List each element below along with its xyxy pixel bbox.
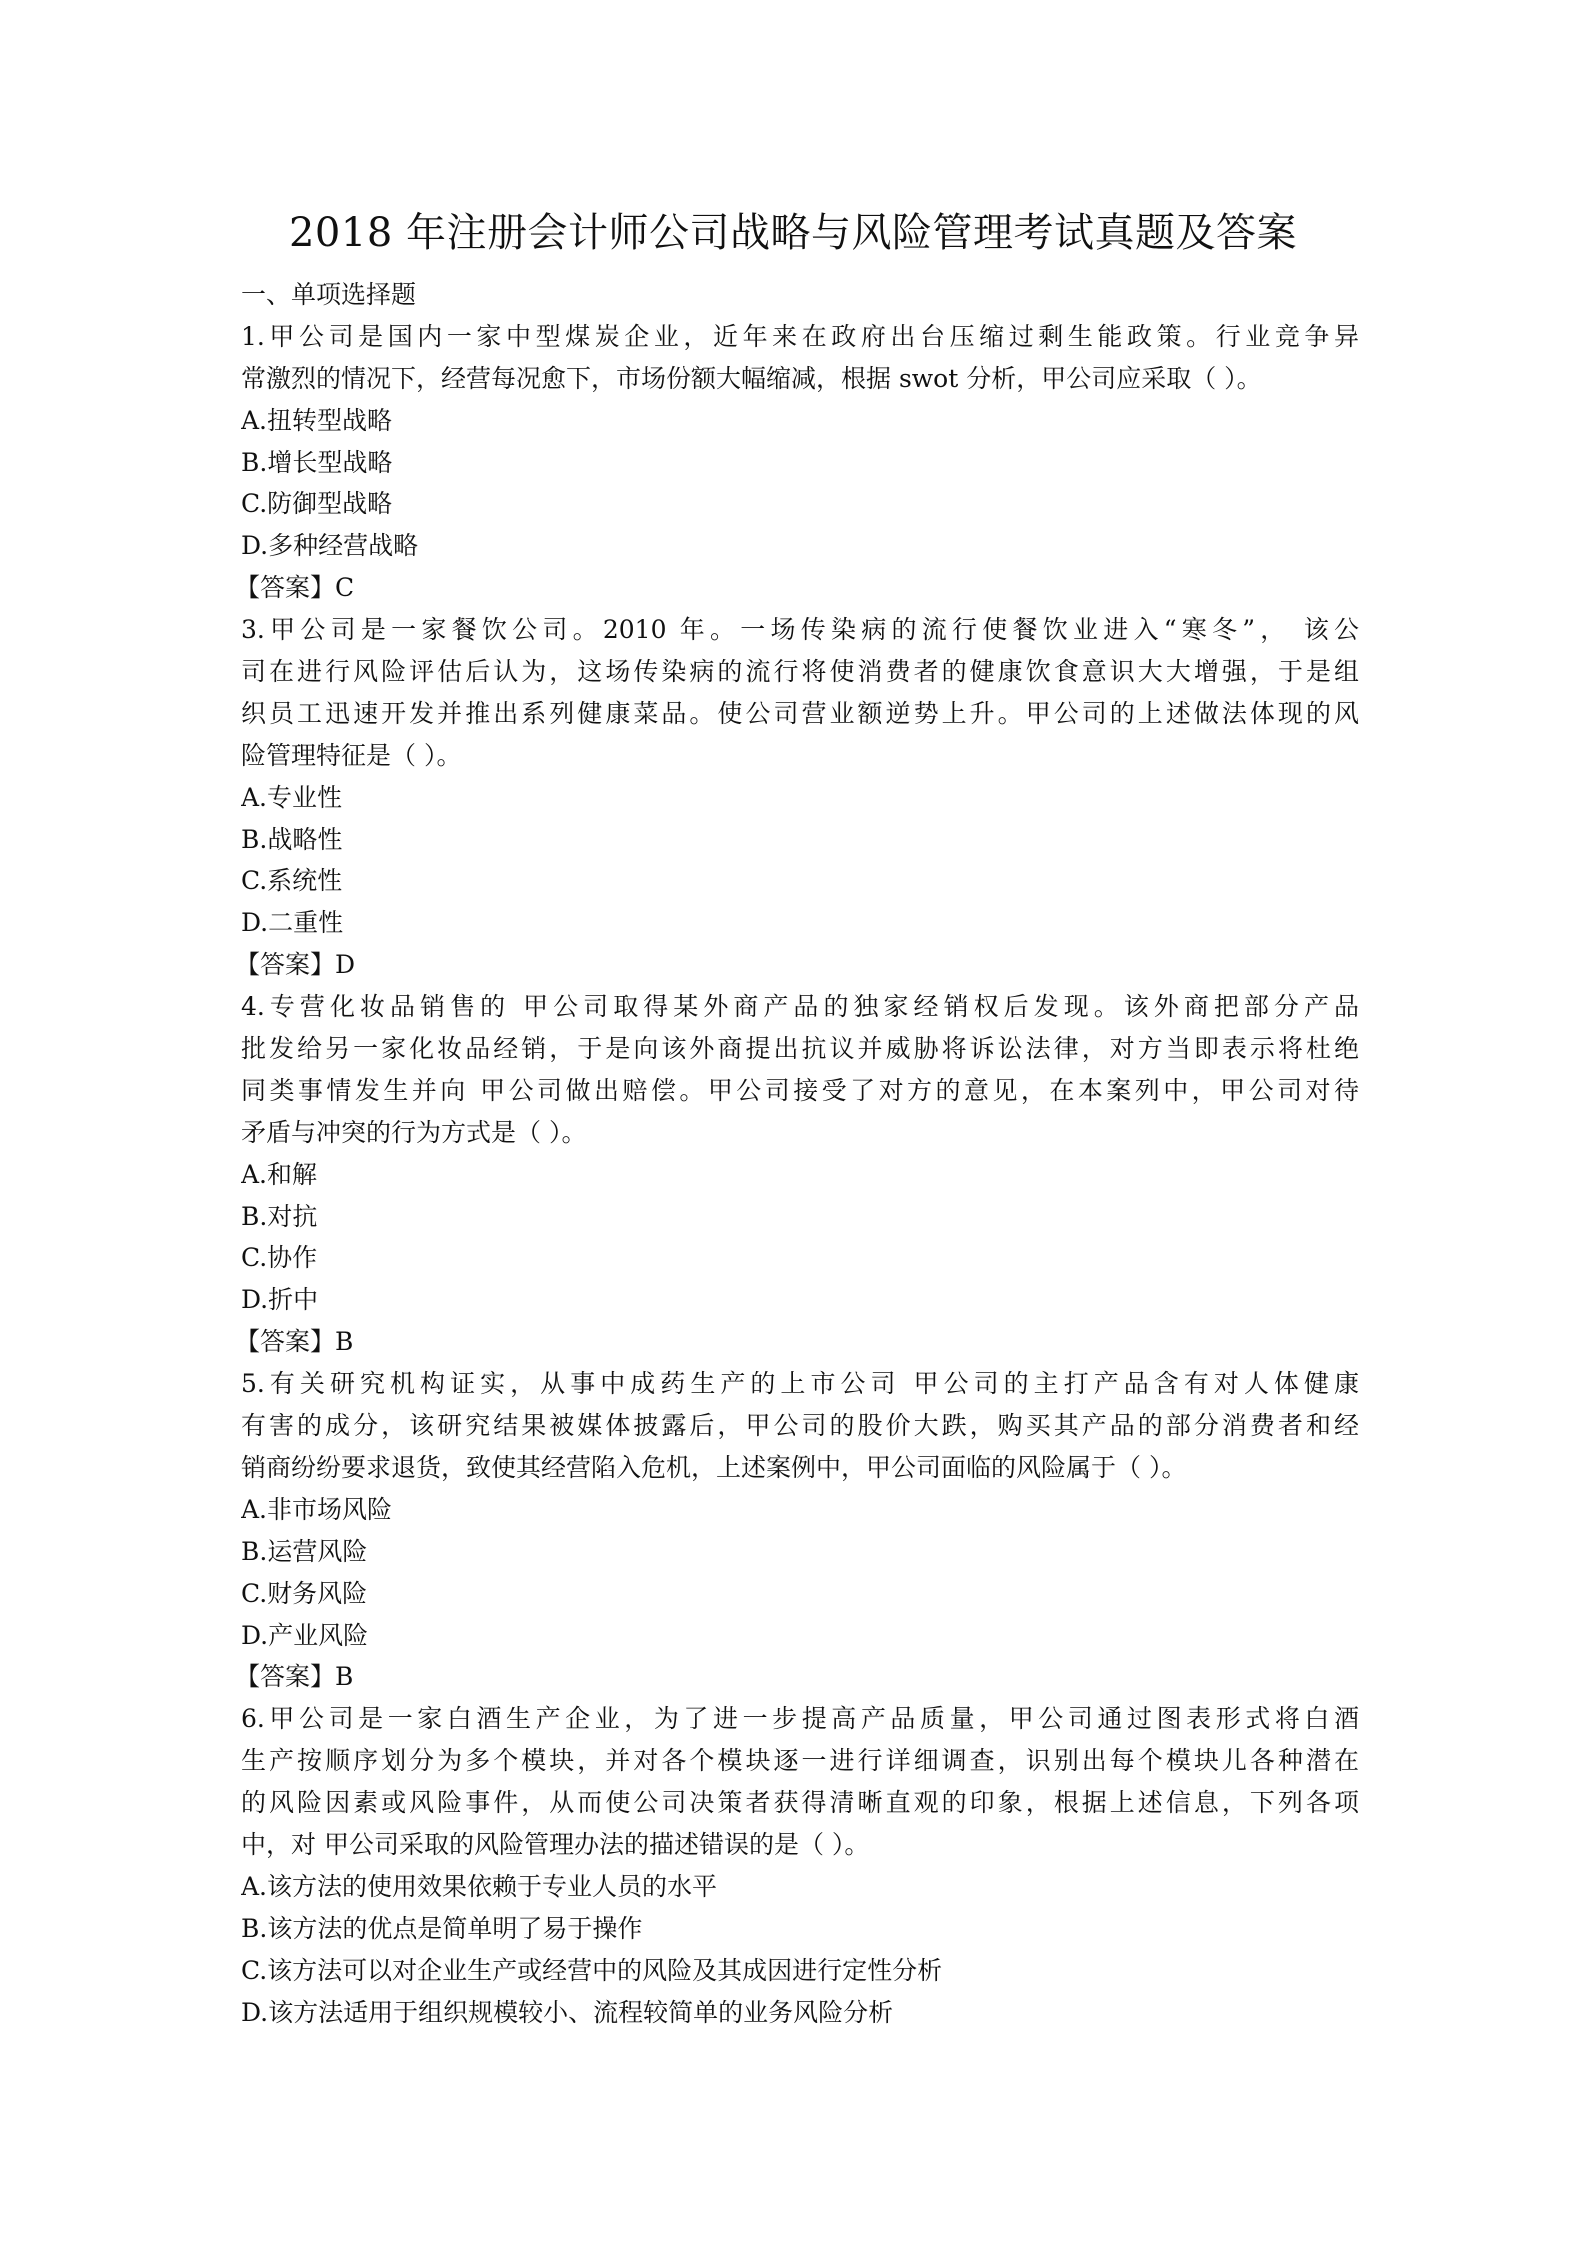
option-b: B.增长型战略 — [241, 447, 393, 477]
question-5 — [235, 1363, 1359, 1698]
question-stem-line: 织员工迅速开发并推出系列健康菜品。使公司营业额逆势上升。甲公司的上述做法体现的风 — [241, 698, 1359, 728]
section-heading: 一、单项选择题 — [241, 280, 417, 309]
question-stem-line: 有害的成分，该研究结果被媒体披露后，甲公司的股价大跌，购买其产品的部分消费者和经 — [241, 1411, 1359, 1441]
question-stem-line: 批发给另一家化妆品经销，于是向该外商提出抗议并威胁将诉讼法律，对方当即表示将杜绝 — [241, 1034, 1359, 1064]
question-stem-line: 矛盾与冲突的行为方式是（ ）。 — [241, 1117, 587, 1147]
question-3 — [235, 609, 1359, 986]
question-4 — [235, 986, 1359, 1363]
option-d: D.多种经营战略 — [241, 531, 419, 561]
question-stem-line: 的风险因素或风险事件，从而使公司决策者获得清晰直观的印象，根据上述信息，下列各项 — [241, 1788, 1359, 1818]
option-d: D.折中 — [241, 1285, 319, 1315]
question-stem-line: 3.甲公司是一家餐饮公司。2010 年。一场传染病的流行使餐饮业进入“寒冬”， 该公 — [241, 615, 1359, 645]
option-a: A.该方法的使用效果依赖于专业人员的水平 — [241, 1871, 718, 1901]
question-stem-line: 险管理特征是（ ）。 — [241, 740, 462, 770]
question-stem-line: 生产按顺序划分为多个模块，并对各个模块逐一进行详细调查，识别出每个模块儿各种潜在 — [241, 1746, 1359, 1776]
question-stem-line: 6.甲公司是一家白酒生产企业，为了进一步提高产品质量，甲公司通过图表形式将白酒 — [241, 1704, 1359, 1734]
question-1 — [235, 316, 1359, 609]
option-b: B.战略性 — [241, 824, 343, 854]
option-c: C.系统性 — [241, 866, 343, 896]
option-a: A.扭转型战略 — [241, 405, 393, 435]
option-d: D.该方法适用于组织规模较小、流程较简单的业务风险分析 — [241, 1997, 894, 2027]
answer-line: 【答案】C — [235, 573, 355, 603]
question-stem-line: 销商纷纷要求退货，致使其经营陷入危机，上述案例中，甲公司面临的风险属于（ ）。 — [241, 1452, 1187, 1482]
question-stem-line: 4.专营化妆品销售的 甲公司取得某外商产品的独家经销权后发现。该外商把部分产品 — [241, 992, 1359, 1022]
option-d: D.产业风险 — [241, 1620, 369, 1650]
answer-line: 【答案】B — [235, 1327, 354, 1357]
option-a: A.和解 — [241, 1159, 318, 1189]
question-stem-line: 常激烈的情况下，经营每况愈下，市场份额大幅缩减，根据 swot 分析，甲公司应采取（ ）。 — [241, 363, 1262, 393]
option-c: C.防御型战略 — [241, 489, 393, 519]
option-d: D.二重性 — [241, 908, 344, 938]
question-stem-line: 司在进行风险评估后认为，这场传染病的流行将使消费者的健康饮食意识大大增强，于是组 — [241, 657, 1359, 687]
option-b: B.对抗 — [241, 1201, 318, 1231]
option-c: C.财务风险 — [241, 1578, 368, 1608]
document-title: 2018 年注册会计师公司战略与风险管理考试真题及答案 — [288, 210, 1297, 256]
option-a: A.非市场风险 — [241, 1494, 393, 1524]
option-b: B.该方法的优点是简单明了易于操作 — [241, 1913, 643, 1943]
question-stem-line: 5.有关研究机构证实，从事中成药生产的上市公司 甲公司的主打产品含有对人体健康 — [241, 1369, 1359, 1399]
document-body — [235, 274, 1359, 2033]
option-a: A.专业性 — [241, 782, 343, 812]
answer-line: 【答案】D — [235, 950, 356, 980]
option-b: B.运营风险 — [241, 1536, 368, 1566]
option-c: C.该方法可以对企业生产或经营中的风险及其成因进行定性分析 — [241, 1955, 943, 1985]
option-c: C.协作 — [241, 1243, 318, 1273]
answer-line: 【答案】B — [235, 1662, 354, 1692]
question-6 — [241, 1698, 1359, 2033]
question-stem-line: 1.甲公司是国内一家中型煤炭企业，近年来在政府出台压缩过剩生能政策。行业竞争异 — [241, 321, 1359, 351]
question-stem-line: 中，对 甲公司采取的风险管理办法的描述错误的是（ ）。 — [241, 1829, 870, 1859]
question-stem-line: 同类事情发生并向 甲公司做出赔偿。甲公司接受了对方的意见，在本案列中，甲公司对待 — [241, 1075, 1359, 1105]
